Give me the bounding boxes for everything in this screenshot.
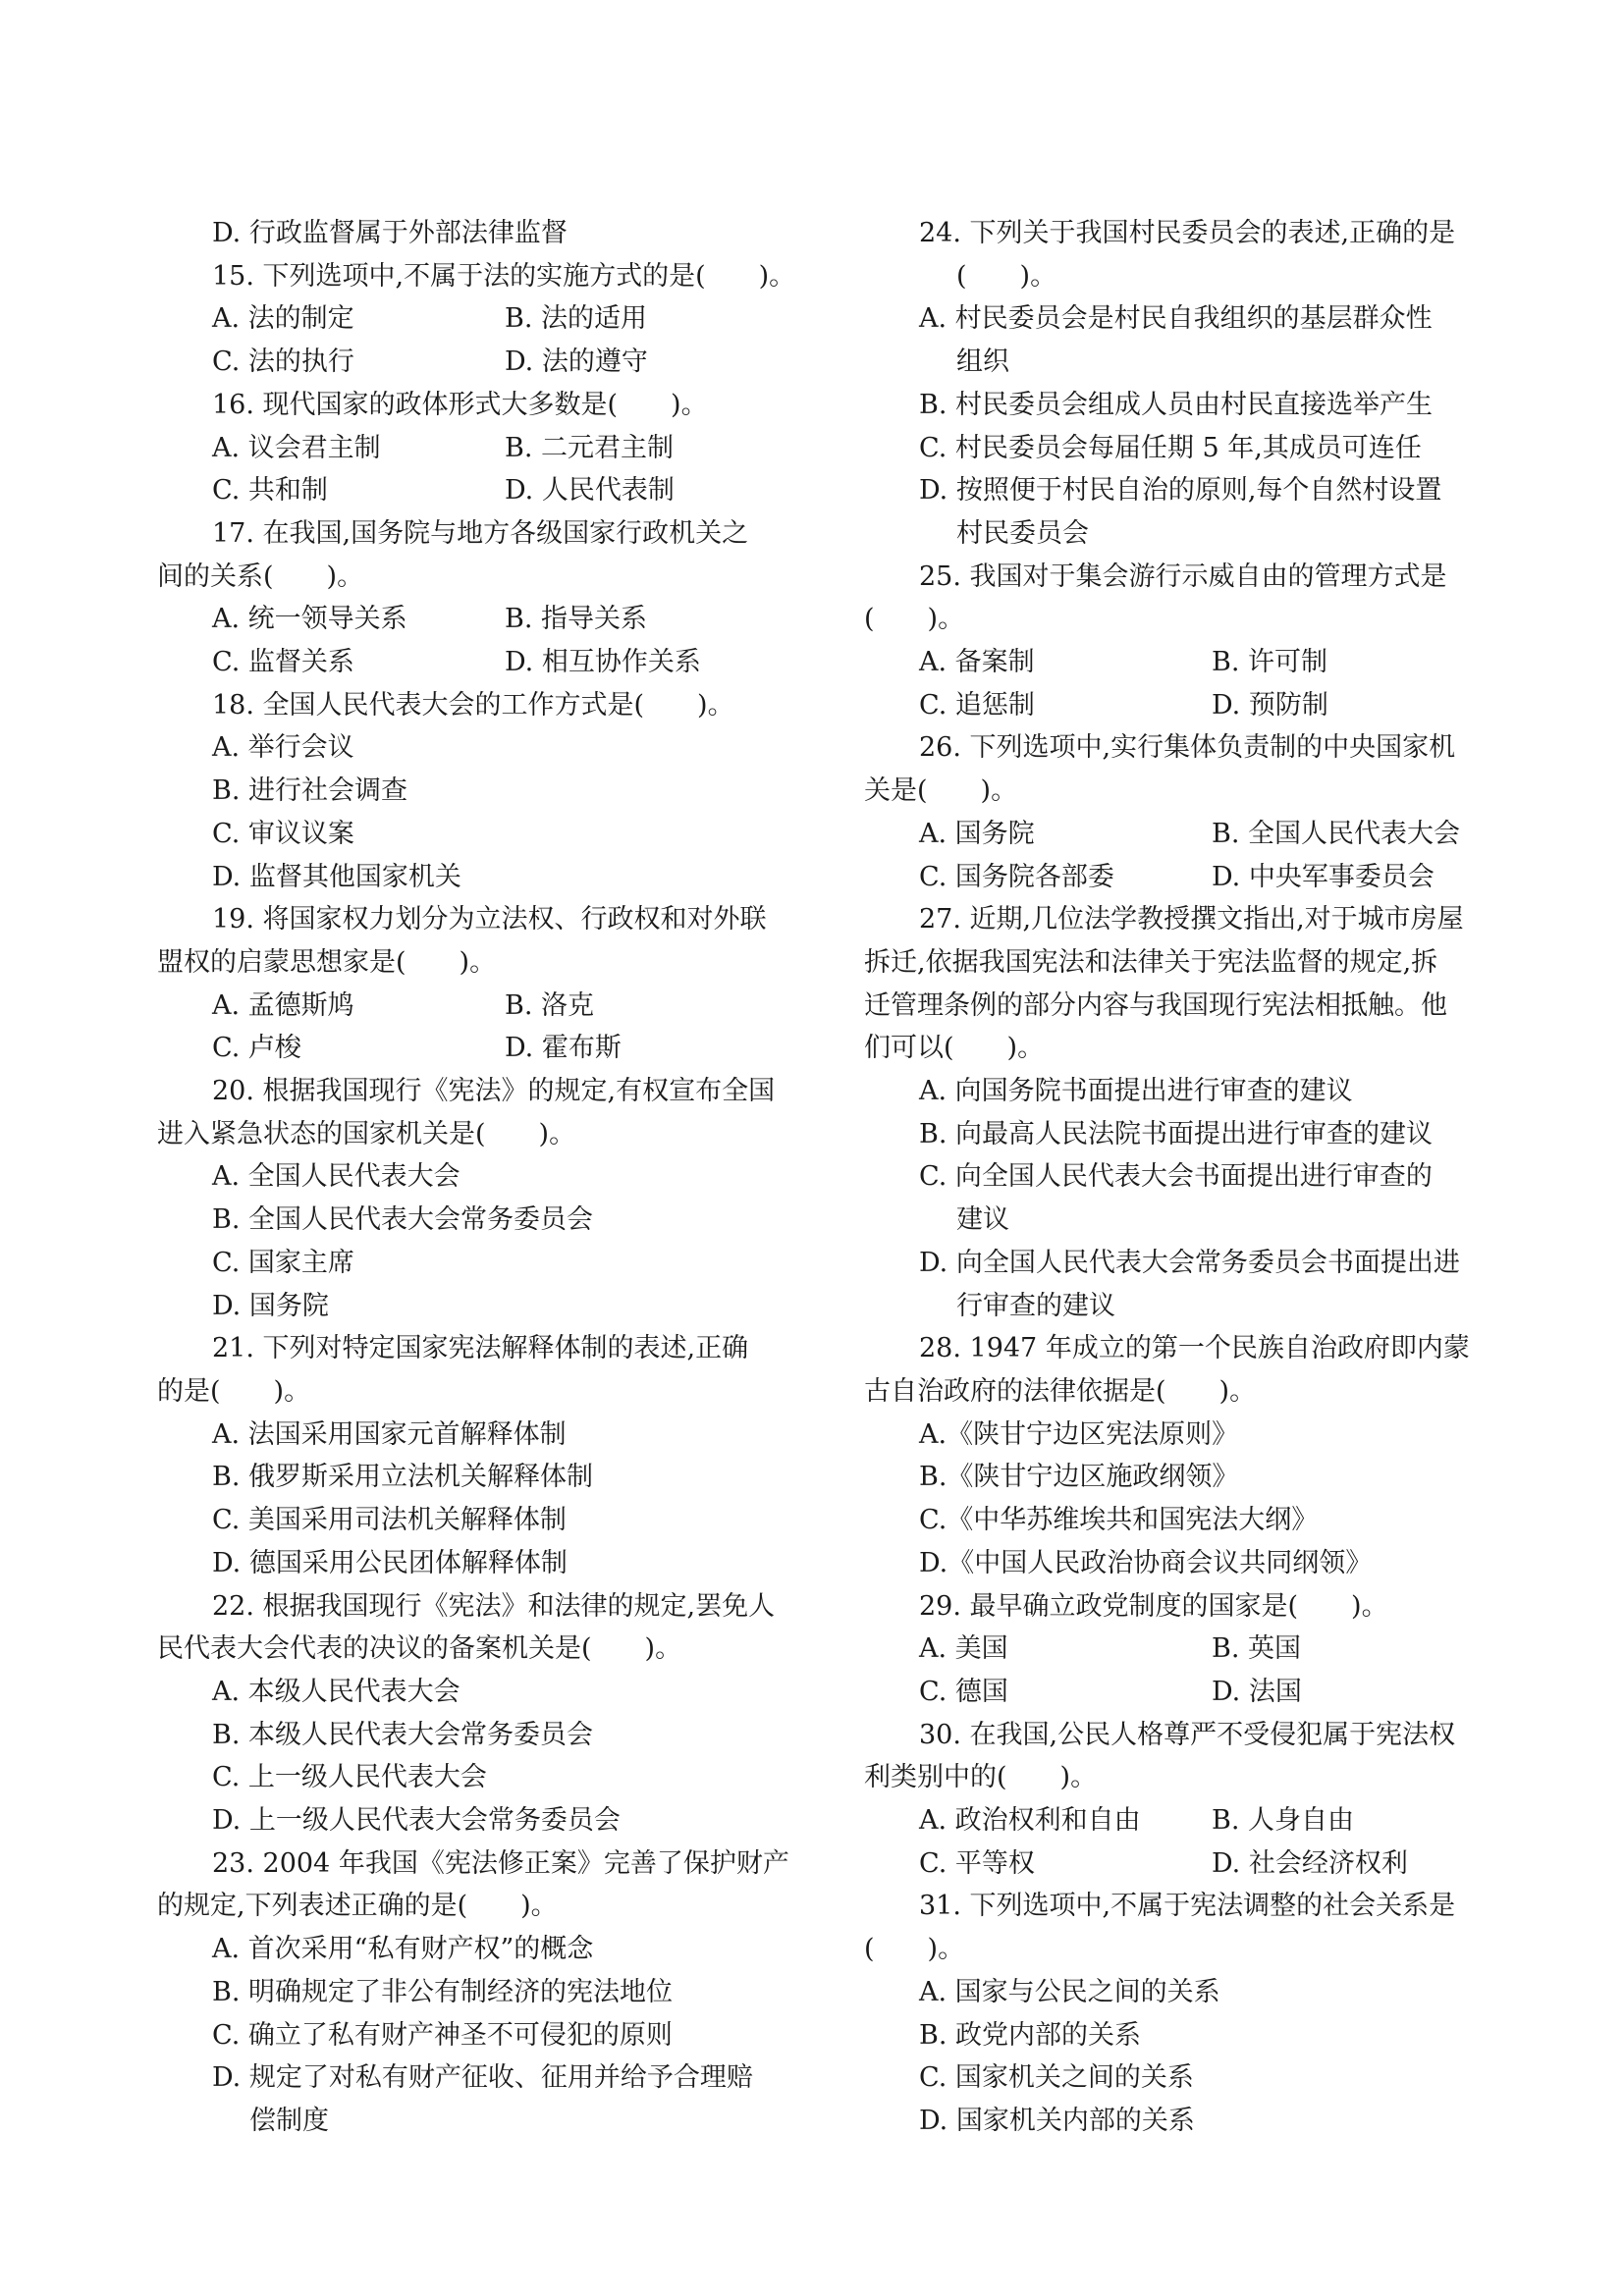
question-continuation: 进入紧急状态的国家机关是( )。 [157,1118,576,1149]
answer-option: D. 国家机关内部的关系 [919,2105,1195,2136]
answer-option: D. 向全国人民代表大会常务委员会书面提出进 [919,1247,1460,1278]
answer-option: D. 德国采用公民团体解释体制 [212,1547,568,1578]
option-left: A. 国务院 [919,818,1035,849]
question-continuation: 盟权的启蒙思想家是( )。 [157,946,497,978]
answer-option: A. 首次采用“私有财产权”的概念 [212,1934,594,1965]
answer-option: A.《陕甘宁边区宪法原则》 [919,1418,1239,1450]
answer-option: C. 国家主席 [212,1247,354,1278]
left-column [157,212,805,2143]
option-right: D. 社会经济权利 [1212,1847,1408,1879]
option-pair-row [157,641,805,684]
answer-option: B. 向最高人民法院书面提出进行审查的建议 [919,1118,1434,1149]
answer-option: B. 俄罗斯采用立法机关解释体制 [212,1462,594,1493]
question-continuation: ( )。 [864,604,965,635]
option-continuation: 行审查的建议 [956,1290,1115,1321]
question-continuation: 迁管理条例的部分内容与我国现行宪法相抵触。他 [864,989,1447,1021]
question-stem: 15. 下列选项中,不属于法的实施方式的是( )。 [212,260,796,292]
question-stem: 20. 根据我国现行《宪法》的规定,有权宣布全国 [212,1076,776,1107]
answer-option: D. 规定了对私有财产征收、征用并给予合理赔 [212,2062,753,2094]
option-right: D. 中央军事委员会 [1212,861,1435,892]
answer-option: C. 确立了私有财产神圣不可侵犯的原则 [212,2019,673,2051]
option-left: C. 监督关系 [212,647,354,678]
question-stem: 21. 下列对特定国家宪法解释体制的表述,正确 [212,1333,749,1364]
question-continuation: 古自治政府的法律依据是( )。 [864,1375,1257,1407]
question-stem: 23. 2004 年我国《宪法修正案》完善了保护财产 [212,1847,789,1879]
option-right: B. 全国人民代表大会 [1212,818,1461,849]
question-stem: 26. 下列选项中,实行集体负责制的中央国家机 [919,732,1456,764]
option-pair-row [864,1628,1512,1671]
question-stem: 16. 现代国家的政体形式大多数是( )。 [212,389,708,420]
question-continuation: 的规定,下列表述正确的是( )。 [157,1891,558,1922]
answer-option: C. 美国采用司法机关解释体制 [212,1505,567,1536]
answer-option: D. 行政监督属于外部法律监督 [212,218,568,248]
answer-option: D.《中国人民政治协商会议共同纲领》 [919,1547,1373,1578]
answer-option: B.《陕甘宁边区施政纲领》 [919,1462,1239,1493]
option-right: D. 霍布斯 [505,1033,622,1064]
option-continuation: 村民委员会 [956,517,1089,549]
option-pair-row [157,985,805,1028]
option-left: C. 法的执行 [212,347,354,378]
question-stem: 25. 我国对于集会游行示威自由的管理方式是 [919,561,1447,592]
answer-option: A. 举行会议 [212,732,354,764]
answer-option: C. 向全国人民代表大会书面提出进行审查的 [919,1161,1433,1193]
option-right: B. 洛克 [505,989,595,1021]
option-pair-row [157,1027,805,1070]
option-left: A. 美国 [919,1633,1008,1665]
question-stem: 24. 下列关于我国村民委员会的表述,正确的是 [919,218,1456,248]
question-continuation: 间的关系( )。 [157,561,364,592]
question-continuation: 关是( )。 [864,775,1018,807]
option-right: D. 法的遵守 [505,347,648,378]
option-pair-row [864,856,1512,899]
answer-option: B. 进行社会调查 [212,775,408,807]
question-continuation: 拆迁,依据我国宪法和法律关于宪法监督的规定,拆 [864,946,1438,978]
answer-option: D. 国务院 [212,1290,329,1321]
option-left: A. 统一领导关系 [212,604,407,635]
question-stem: 22. 根据我国现行《宪法》和法律的规定,罢免人 [212,1590,776,1622]
option-left: C. 平等权 [919,1847,1035,1879]
answer-option: B. 明确规定了非公有制经济的宪法地位 [212,1976,674,2007]
option-left: A. 议会君主制 [212,432,381,463]
option-left: A. 政治权利和自由 [919,1805,1141,1837]
option-right: D. 预防制 [1212,689,1328,721]
option-pair-row [864,813,1512,856]
option-continuation: ( )。 [956,260,1057,292]
option-continuation: 组织 [956,347,1009,378]
answer-option: B. 村民委员会组成人员由村民直接选举产生 [919,389,1434,420]
option-right: D. 人民代表制 [505,475,675,507]
answer-option: A. 法国采用国家元首解释体制 [212,1418,567,1450]
option-right: B. 英国 [1212,1633,1302,1665]
option-pair-row [157,341,805,384]
question-continuation: 们可以( )。 [864,1033,1045,1064]
question-stem: 31. 下列选项中,不属于宪法调整的社会关系是 [919,1891,1456,1922]
option-left: C. 国务院各部委 [919,861,1114,892]
question-stem: 30. 在我国,公民人格尊严不受侵犯属于宪法权 [919,1719,1456,1750]
answer-option: C. 上一级人民代表大会 [212,1762,487,1793]
option-right: B. 人身自由 [1212,1805,1355,1837]
answer-option: D. 监督其他国家机关 [212,861,461,892]
right-column [864,212,1512,2143]
question-stem: 27. 近期,几位法学教授撰文指出,对于城市房屋 [919,904,1464,935]
question-continuation: 的是( )。 [157,1375,311,1407]
option-left: A. 法的制定 [212,303,354,335]
option-right: B. 二元君主制 [505,432,675,463]
option-left: C. 德国 [919,1676,1008,1707]
question-continuation: 民代表大会代表的决议的备案机关是( )。 [157,1633,682,1665]
answer-option: A. 村民委员会是村民自我组织的基层群众性 [919,303,1433,335]
answer-option: D. 上一级人民代表大会常务委员会 [212,1805,621,1837]
question-stem: 17. 在我国,国务院与地方各级国家行政机关之 [212,517,749,549]
option-pair-row [864,1671,1512,1714]
option-pair-row [157,598,805,641]
option-pair-row [157,297,805,341]
answer-option: C. 国家机关之间的关系 [919,2062,1194,2094]
option-left: C. 卢梭 [212,1033,301,1064]
question-continuation: 利类别中的( )。 [864,1762,1098,1793]
option-right: B. 许可制 [1212,647,1328,678]
answer-option: B. 政党内部的关系 [919,2019,1142,2051]
answer-option: C.《中华苏维埃共和国宪法大纲》 [919,1505,1319,1536]
answer-option: A. 本级人民代表大会 [212,1676,460,1707]
option-left: A. 孟德斯鸠 [212,989,354,1021]
option-pair-row [157,469,805,512]
answer-option: B. 本级人民代表大会常务委员会 [212,1719,594,1750]
answer-option: D. 按照便于村民自治的原则,每个自然村设置 [919,475,1442,507]
answer-option: B. 全国人民代表大会常务委员会 [212,1204,594,1236]
option-right: B. 法的适用 [505,303,648,335]
option-left: A. 备案制 [919,647,1035,678]
option-right: D. 相互协作关系 [505,647,701,678]
option-continuation: 偿制度 [249,2105,329,2136]
option-right: B. 指导关系 [505,604,648,635]
question-stem: 19. 将国家权力划分为立法权、行政权和对外联 [212,904,767,935]
question-stem: 18. 全国人民代表大会的工作方式是( )。 [212,689,734,721]
option-left: C. 追惩制 [919,689,1035,721]
answer-option: C. 村民委员会每届任期 5 年,其成员可连任 [919,432,1422,463]
question-stem: 29. 最早确立政党制度的国家是( )。 [919,1590,1388,1622]
option-continuation: 建议 [956,1204,1009,1236]
option-pair-row [864,1842,1512,1886]
answer-option: A. 国家与公民之间的关系 [919,1976,1220,2007]
option-pair-row [864,641,1512,684]
option-pair-row [864,684,1512,727]
option-pair-row [864,1799,1512,1842]
answer-option: C. 审议议案 [212,818,354,849]
question-stem: 28. 1947 年成立的第一个民族自治政府即内蒙 [919,1333,1470,1364]
option-left: C. 共和制 [212,475,328,507]
answer-option: A. 向国务院书面提出进行审查的建议 [919,1076,1353,1107]
option-right: D. 法国 [1212,1676,1302,1707]
question-continuation: ( )。 [864,1934,965,1965]
option-pair-row [157,427,805,470]
answer-option: A. 全国人民代表大会 [212,1161,460,1193]
